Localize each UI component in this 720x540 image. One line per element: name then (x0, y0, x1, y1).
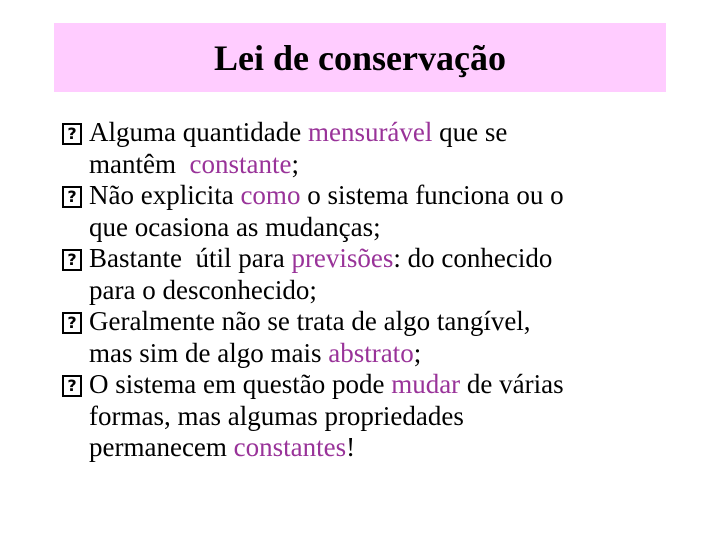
question-box-icon: ? (62, 249, 82, 271)
bullet-text: formas, mas algumas propriedades (89, 400, 464, 431)
question-box-icon: ? (62, 312, 82, 334)
bullet-line (89, 401, 682, 433)
bullet-text: O sistema em questão pode (89, 369, 392, 399)
highlighted-term: previsões (291, 243, 394, 273)
highlighted-term: mudar (391, 369, 461, 399)
bullet-item (62, 117, 682, 180)
highlighted-term: constante (189, 148, 292, 179)
bullet-text: Não explicita (89, 180, 241, 210)
slide-title: Lei de conservação (214, 37, 506, 78)
bullet-line (89, 243, 682, 275)
bullet-text: para o desconhecido; (89, 274, 317, 305)
bullet-line (89, 212, 682, 244)
bullet-line (89, 306, 682, 338)
bullet-text: que se (432, 117, 508, 147)
bullet-line (89, 117, 682, 149)
bullet-list (62, 117, 682, 464)
bullet-text: ; (291, 148, 299, 179)
bullet-text: : do conhecido (393, 243, 553, 273)
bullet-text: de várias (460, 369, 564, 399)
question-box-icon: ? (62, 375, 82, 397)
highlighted-term: abstrato (328, 337, 414, 368)
bullet-line (89, 275, 682, 307)
highlighted-term: constantes (233, 432, 347, 462)
question-box-icon: ? (62, 186, 82, 208)
bullet-text: ; (413, 337, 422, 368)
bullet-item (62, 369, 682, 464)
bullet-text: que ocasiona as mudanças; (89, 211, 381, 242)
bullet-item (62, 180, 682, 243)
question-box-icon: ? (62, 123, 82, 145)
bullet-text: mantêm (89, 148, 190, 179)
bullet-line (89, 432, 682, 464)
bullet-line (89, 149, 682, 181)
bullet-text: Geralmente não se trata de algo tangível, (89, 306, 531, 336)
bullet-line (89, 180, 682, 212)
title-banner (54, 23, 666, 92)
bullet-item (62, 306, 682, 369)
bullet-line (89, 369, 682, 401)
highlighted-term: como (240, 180, 301, 210)
bullet-text: Bastante útil para (89, 243, 292, 273)
bullet-item (62, 243, 682, 306)
bullet-text: Alguma quantidade (89, 117, 308, 147)
bullet-line (89, 338, 682, 370)
bullet-text: permanecem (89, 432, 234, 462)
bullet-text: mas sim de algo mais (89, 337, 329, 368)
bullet-text: ! (346, 432, 356, 462)
bullet-text: o sistema funciona ou o (300, 180, 564, 210)
highlighted-term: mensurável (307, 117, 433, 147)
